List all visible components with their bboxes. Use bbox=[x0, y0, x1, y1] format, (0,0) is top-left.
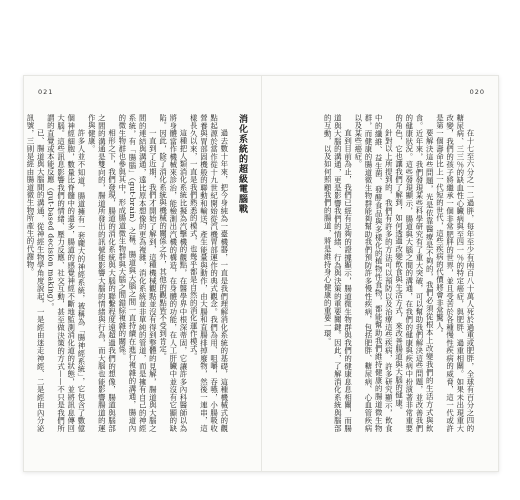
body-paragraph: 一直到了近期，我們才開始了解到，這種機械觀點並沒有得到整體的見解，腸道與大腦之間的連結與溝通，遠比原本想像的更為複雜，消化系統並非單純的管道，而是擁有自己的神經系統，有「腸腦」（gut-brain）之稱。腸道與大腦之間一直持續在進行複雜的溝通，腸道內的微生物群也參與其中，形成腸道微生物群與大腦之間錯綜複雜的關係。 bbox=[117, 114, 158, 432]
body-paragraph: 許多人並不知道，腸道擁有一套龐大的神經系統，被稱為「腸神經系統」，它包含了數億個神經細胞，數量比脊髓中的還多，腸道的感覺神經不斷地監測消化道的狀態，並將訊息傳回大腦。這些訊息影響我們的情緒、壓力反應、社交互動，甚至做決策的方式——不只是我們所謂的直覺或本能反應（gut-based decision making）。 bbox=[46, 114, 86, 432]
left-page-body bbox=[25, 114, 247, 432]
body-paragraph: 過去數十年來，把今身純為一臺機器，一直是我們理解消化系統的基礎，這種機械式的觀點起源於當作從十九世紀開始從汽機胃部運作的典式觀念。我們為用、咀嚼，吞嚥，小腸吸收營養與胃部固機般的聯動和輸送，產生能量與動作，由大腸和直腸排掉廢物，然後一連串，這樣長久以來，一直是我們熟悉的模式，也幾乎都是自然的消化運作模式。 bbox=[189, 114, 229, 432]
right-page-number: 020 bbox=[469, 88, 485, 96]
section-heading: 消化系統的超級電腦戰 bbox=[237, 114, 247, 214]
left-page bbox=[24, 76, 261, 471]
body-paragraph: 這種把人類消化系統比擬為汽擊機的觀點，在醫學界中根深蒂固，它讓許多內科醫師以為將身體當作機械來診治，能檢測出汽機的構造，在身體的功能，在人工肝臟中並沒有它顯的缺陷。因此，除了消化系統與機械的關係之外，其他的觀點皆不受到肯定。 bbox=[158, 114, 188, 432]
book-spread bbox=[23, 75, 499, 472]
body-paragraph: 要解決這些問題，光是依靠醫療是不夠的，我們必須從根本上改變我們的生活方式與飲食。近年來，我們發現某些科學研究有了重大突破，可以幫助我們解決這些問題，並改善我們的健康狀況。這些發現顯示，腸道與大腦之間的溝通，在我們的健康與疾病中扮演著非常重要的角色，它也讓我們了解到，如何透過改變飲食與生活方式，來改善腸道與大腦的健康。 bbox=[394, 114, 435, 432]
body-paragraph: 針對以上所提到的，我們有許多的方法可以預防以及治療這些疾病，許多研究顯示，飲食中的纖維、益生菌、發酵食品與多樣化的植物性食物，都能幫助我們維持健康的腸道微生物群，而健康的腸道微生物群能夠幫助我們預防許多慢性疾病，包括肥胖、糖尿病、心血管疾病以及某些癌症。 bbox=[353, 114, 394, 432]
left-page-number: 021 bbox=[38, 88, 54, 96]
body-paragraph: 相形之下，我們發現，腸道的消化系統與大腦的聯繫程度遠超過我們的想像，腸道與腦部之間的溝通是雙向的，腸道所發出的訊號能影響大腦的情緒與行為，而大腦也能影響腸道的運作與健康。 bbox=[87, 114, 117, 432]
body-paragraph: 已、腸道與大腦間的溝通，從神經生物學角度說起，一是經由迷走神經、二是經由內分泌訊號，三則是經由腸道微生物所產生的代謝物。 bbox=[25, 114, 46, 432]
body-paragraph: 直到目前為止，我們已經有足夠的證據顯示，腸道微生物群與我們的健康息息相關，而腸道與大腦的溝通，更是影響我們的情緒、行為與決策的重要關鍵。因此，了解消化系統與腦部的互動，以及如何照顧我們的腸道，將是維持身心健康的重要一環。 bbox=[323, 114, 353, 432]
body-paragraph: 在十七至六分之一二過胖，每年至少有兩百八十萬人死於過重或肥胖，全球有百分之四的糖尿病、三三％的缺血性心臟病與至四一％的特定癌症，與肥胖、過重相關。如果未出現重大改變，我們的孩子將繼承一個非常肥胖的世界，並且受苦於各種慢性疾病的威脅，這一代或許是第一個壽命比上一代短的世代，這些疾病的代價將會非常驚人。 bbox=[435, 114, 475, 432]
right-page-body bbox=[285, 114, 475, 432]
right-page bbox=[262, 76, 499, 471]
